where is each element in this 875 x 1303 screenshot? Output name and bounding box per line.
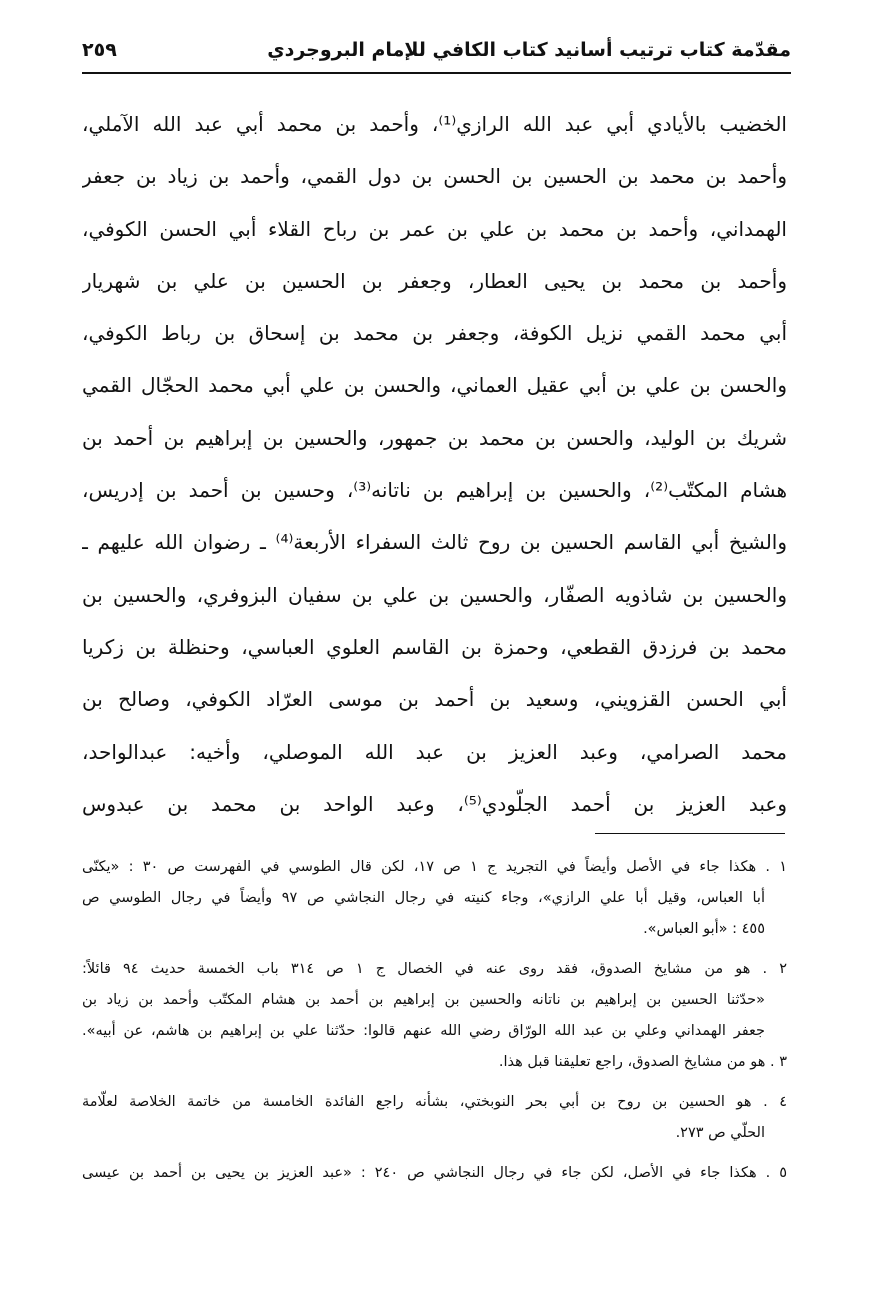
footnote-line: الحلّي ص ٢٧٣. [675,1125,765,1141]
text-line: محمد الصرامي، وعبد العزيز بن عبد الله الموصلي، وأخيه: عبدالواحد، [82,739,787,764]
text-line: وأحمد بن محمد بن يحيى العطار، وجعفر بن الحسين بن علي بن شهريار [82,268,787,293]
running-title: مقدّمة كتاب ترتيب أسانيد كتاب الكافي للإمام البروجردي [267,39,791,61]
footnote-line: ٤ . هو الحسين بن روح بن أبي بحر النوبختي، بشأنه راجع الفائدة الخامسة من خاتمة الخلاصة لعلّامة [82,1094,787,1110]
text-line: وعبد العزيز بن أحمد الجلّودي⁽⁵⁾، وعبد الواحد بن محمد بن عبدوس [82,791,787,816]
header-rule [82,72,791,74]
text-line: محمد بن فرزدق القطعي، وحمزة بن القاسم العلوي العباسي، وحنظلة بن زكريا [82,634,787,659]
footnote-separator [595,833,785,834]
text-line: أبي الحسن القزويني، وسعيد بن أحمد بن موسى العرّاد الكوفي، وصالح بن [82,687,787,712]
footnote-line: ٣ . هو من مشايخ الصدوق، راجع تعليقنا قبل هذا. [498,1054,787,1070]
footnote-line: ٢ . هو من مشايخ الصدوق، فقد روى عنه في الخصال ج ١ ص ٣١٤ باب الخمسة حديث ٩٤ قائلاً: [82,961,787,977]
footnote-line: أبا العباس، وقيل أبا علي الرازي»، وجاء كنيته في رجال النجاشي ص ٩٧ وأيضاً في رجال الطوسي ص [82,890,765,906]
text-line: الهمداني، وأحمد بن محمد بن علي بن عمر بن رباح القلاء أبي الحسن الكوفي، [82,216,787,241]
page-number: ٢٥٩ [82,39,117,61]
text-line: وأحمد بن محمد بن الحسين بن الحسن بن دول القمي، وأحمد بن زياد بن جعفر [82,164,787,189]
text-line: والحسين بن شاذويه الصفّار، والحسين بن علي بن سفيان البزوفري، والحسين بن [82,582,787,607]
footnote-4 [82,1087,787,1149]
text-line: والحسن بن علي بن أبي عقيل العماني، والحسن بن علي أبي محمد الحجّال القمي [82,373,787,398]
footnote-line: ٥ . هكذا جاء في الأصل، لكن جاء في رجال النجاشي ص ٢٤٠ : «عبد العزيز بن يحيى بن أحمد بن عيسى [82,1165,787,1181]
main-text [82,98,787,830]
text-line: هشام المكتّب⁽²⁾، والحسين بن إبراهيم بن ناتانه⁽³⁾، وحسين بن أحمد بن إدريس، [82,478,787,503]
text-line: أبي محمد القمي نزيل الكوفة، وجعفر بن محمد بن إسحاق بن رباط الكوفي، [82,321,787,346]
text-line: والشيخ أبي القاسم الحسين بن روح ثالث السفراء الأربعة⁽⁴⁾ ـ رضوان الله عليهم ـ [82,530,787,555]
footnote-line: جعفر الهمداني وعلي بن عبد الله الورّاق رضي الله عنهم قالوا: حدّثنا علي بن إبراهيم بن هاشم، عن أبيه». [82,1023,765,1039]
footnote-line: «حدّثنا الحسين بن إبراهيم بن ناتانه والحسين بن إبراهيم بن أحمد بن هشام المكتّب وأحمد بن زياد بن [82,992,765,1008]
footnote-5 [82,1158,787,1189]
footnote-1 [82,852,787,945]
footnote-2 [82,954,787,1047]
footnote-line: ٤٥٥ : «أبو العباس». [643,921,765,937]
footnote-line: ١ . هكذا جاء في الأصل وأيضاً في التجريد ج ١ ص ١٧، لكن قال الطوسي في الفهرست ص ٣٠ : «يكنّى [82,859,787,875]
running-header [82,30,791,70]
text-line: الخضيب بالأيادي أبي عبد الله الرازي⁽¹⁾، وأحمد بن محمد أبي عبد الله الآملي، [82,112,787,136]
text-line: شريك بن الوليد، والحسن بن محمد بن جمهور، والحسين بن إبراهيم بن أحمد بن [82,425,787,450]
footnotes [82,852,787,1189]
footnote-3 [82,1047,787,1078]
